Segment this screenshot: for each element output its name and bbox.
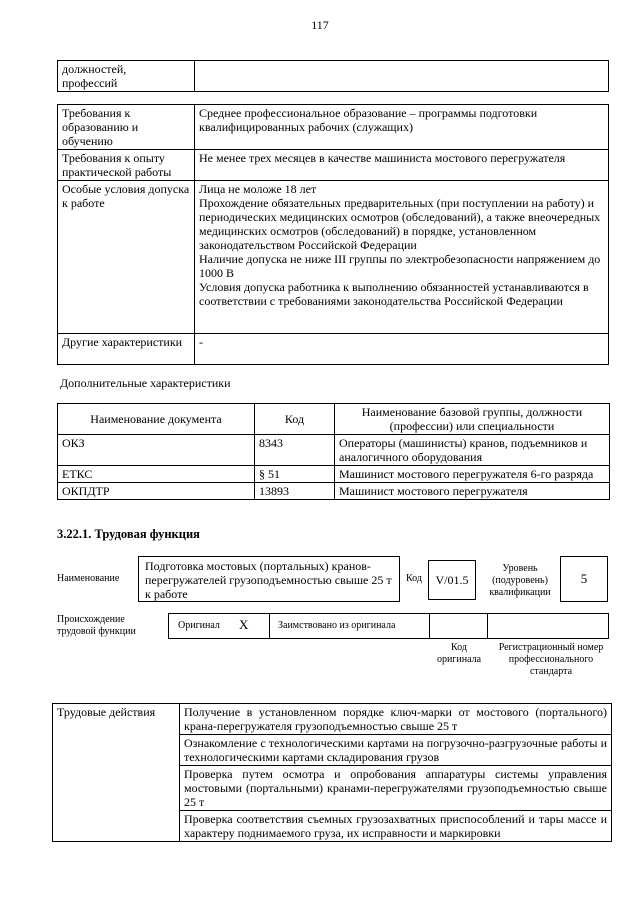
table-cell: § 51 — [255, 466, 335, 483]
table-row — [58, 181, 609, 334]
section-title: 3.22.1. Трудовая функция — [57, 527, 200, 541]
requirement-line: Лица не моложе 18 лет — [199, 182, 317, 196]
table-cell: Машинист мостового перегружателя — [335, 483, 610, 500]
table-row — [58, 483, 610, 500]
table-cell: 8343 — [255, 435, 335, 466]
table-row — [58, 435, 610, 466]
origin-label: Происхождение трудовой функции — [57, 614, 136, 637]
table-cell: Операторы (машинисты) кранов, подъемников и аналогичного оборудования — [335, 435, 610, 466]
function-code-label: Код — [406, 573, 422, 584]
function-level-label: Уровень (подуровень) квалификации — [489, 563, 551, 598]
requirements-label: Требования к образованию и обучению — [58, 105, 195, 150]
continuation-value — [195, 61, 609, 92]
additional-table — [57, 403, 610, 500]
function-name-value: Подготовка мостовых (портальных) кранов-перегружателей грузоподъемностью свыше 25 т к работе — [138, 556, 400, 602]
original-mark: X — [239, 617, 249, 632]
origin-code-caption: Код оригинала — [436, 642, 482, 665]
requirements-label: Другие характеристики — [58, 334, 195, 365]
column-header: Код — [255, 404, 335, 435]
continuation-table — [57, 60, 609, 92]
requirement-line: - — [199, 335, 203, 349]
requirement-line: Не менее трех месяцев в качестве машиниста мостового перегружателя — [199, 151, 566, 165]
requirements-table — [57, 104, 609, 365]
labor-action-item: Проверка путем осмотра и опробования аппаратуры системы управления мостовыми (портальными) кранами-перегружателями грузоподъемностью свыше 25 т — [180, 766, 612, 811]
requirements-value — [195, 334, 609, 365]
requirement-line: Прохождение обязательных предварительных (при поступлении на работу) и периодических медицинских осмотров (обследований), а также внеочередных медицинских осмотров (обследований) в порядке, установленном законодательством Российской Федерации — [199, 196, 601, 252]
requirement-line: Наличие допуска не ниже III группы по электробезопасности напряжением до 1000 В — [199, 252, 601, 280]
table-row — [53, 704, 612, 735]
requirements-value — [195, 105, 609, 150]
table-cell: Машинист мостового перегружателя 6-го разряда — [335, 466, 610, 483]
page-number: 117 — [311, 18, 329, 32]
labor-actions-table — [52, 703, 612, 842]
labor-action-item: Получение в установленном порядке ключ-марки от мостового (портального) крана-перегружателя грузоподъемностью свыше 25 т — [180, 704, 612, 735]
table-row — [58, 466, 610, 483]
column-header: Наименование документа — [58, 404, 255, 435]
column-header: Наименование базовой группы, должности (профессии) или специальности — [335, 404, 610, 435]
requirements-value — [195, 150, 609, 181]
function-level-value: 5 — [560, 556, 608, 602]
requirements-label: Требования к опыту практической работы — [58, 150, 195, 181]
requirement-line: Среднее профессиональное образование – программы подготовки квалифицированных рабочих (служащих) — [199, 106, 538, 134]
labor-actions-label: Трудовые действия — [53, 704, 180, 842]
labor-action-item: Ознакомление с технологическими картами на погрузочно-разгрузочные работы и технологическими картами складирования грузов — [180, 735, 612, 766]
table-row — [58, 105, 609, 150]
registration-caption: Регистрационный номер профессионального стандарта — [498, 642, 604, 677]
function-code-value: V/01.5 — [428, 560, 476, 600]
requirement-line: Условия допуска работника к выполнению обязанностей устанавливаются в соответствии с требованиями законодательства Российской Федерации — [199, 280, 589, 308]
table-header-row — [58, 404, 610, 435]
origin-code-cell — [429, 613, 488, 639]
additional-title: Дополнительные характеристики — [60, 376, 231, 390]
continuation-label: должностей, профессий — [58, 61, 195, 92]
table-cell: 13893 — [255, 483, 335, 500]
table-cell: ОКЗ — [58, 435, 255, 466]
table-cell: ОКПДТР — [58, 483, 255, 500]
table-cell: ЕТКС — [58, 466, 255, 483]
function-name-label: Наименование — [57, 573, 120, 584]
table-row — [58, 334, 609, 365]
requirements-value — [195, 181, 609, 334]
table-row — [58, 150, 609, 181]
requirements-label: Особые условия допуска к работе — [58, 181, 195, 334]
labor-action-item: Проверка соответствия съемных грузозахватных приспособлений и тары массе и характеру поднимаемого груза, их исправности и маркировки — [180, 811, 612, 842]
original-label: Оригинал — [178, 620, 220, 631]
borrowed-label: Заимствовано из оригинала — [278, 620, 396, 631]
